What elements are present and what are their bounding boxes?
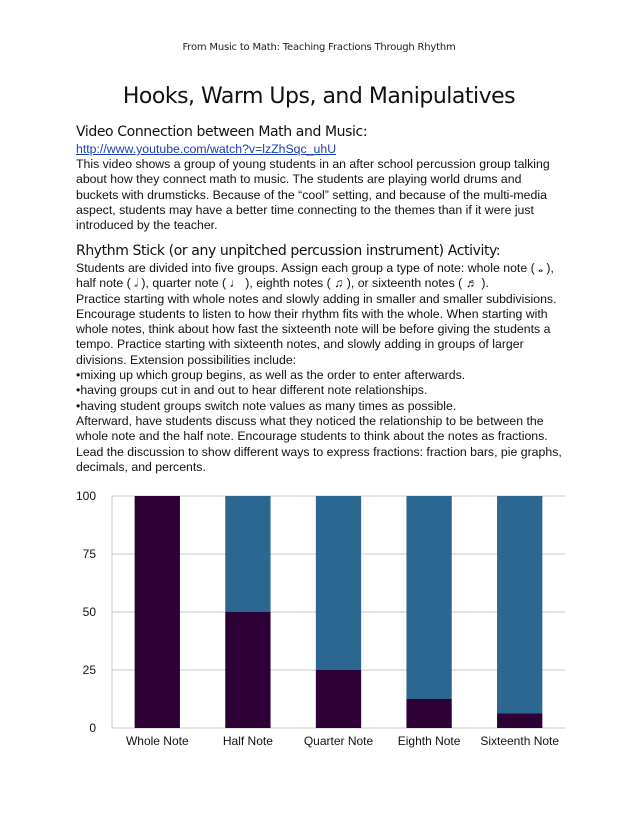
bar-segment — [497, 496, 542, 714]
x-tick-label: Whole Note — [125, 734, 189, 748]
video-link[interactable]: http://www.youtube.com/watch?v=lzZhSqc_uhU — [76, 142, 337, 156]
y-tick-label: 75 — [82, 547, 96, 561]
y-tick-label: 50 — [82, 605, 96, 619]
rhythm-section-heading: Rhythm Stick (or any unpitched percussion instrument) Activity: — [76, 243, 501, 259]
extension-list — [76, 368, 566, 414]
list-item: • having groups cut in and out to hear different note relationships. — [76, 383, 566, 398]
rhythm-practice: Practice starting with whole notes and slowly adding in smaller and smaller subdivisions. Encourage students to listen to how their rhythm fits with the whole. When starting with whole notes, think about how fast the sixteenth note will be before giving the students a tempo. Practice starting with sixteenth notes, and slowly adding in groups of larger divisions. Extension possibilities include: — [76, 291, 557, 367]
bar-segment — [406, 496, 451, 699]
bar-segment — [225, 496, 270, 612]
bar-segment — [497, 714, 542, 729]
bar-segment — [316, 670, 361, 728]
y-tick-label: 25 — [82, 663, 96, 677]
bar-segment — [316, 496, 361, 670]
page-title: Hooks, Warm Ups, and Manipulatives — [122, 84, 516, 109]
rhythm-intro: Students are divided into five groups. Assign each group a type of note: whole note ( 𝅝 ), half note ( 𝅗𝅥 ), quarter note ( ♩ ), eighth notes ( ♫ ), or sixteenth notes ( ♬ ). — [76, 261, 554, 291]
list-item: • mixing up which group begins, as well as the order to enter afterwards. — [76, 368, 566, 383]
running-header: From Music to Math: Teaching Fractions Through Rhythm — [182, 42, 456, 53]
y-tick-label: 0 — [89, 721, 96, 735]
x-tick-label: Sixteenth Note — [480, 734, 560, 748]
x-tick-label: Quarter Note — [303, 734, 374, 748]
rhythm-closing: Afterward, have students discuss what they noticed the relationship to be between the whole note and the half note. Encourage students to think about the notes as fractions. Lead the discussion to show different ways to express fractions: fraction bars, pie graphs, decimals, and percents. — [76, 413, 562, 474]
video-section-heading: Video Connection between Math and Music: — [76, 124, 368, 140]
y-tick-label: 100 — [75, 489, 96, 503]
bar-segment — [135, 496, 180, 728]
bar-segment — [225, 612, 270, 728]
x-tick-label: Half Note — [222, 734, 273, 748]
video-description: This video shows a group of young students in an after school percussion group talking about how they connect math to music. The students are playing world drums and buckets with drumsticks. Because of the “cool” setting, and because of the multi-media aspect, students may have a better time connecting to the themes than if it were just introduced by the teacher. — [76, 157, 550, 233]
rhythm-section — [76, 243, 566, 475]
note-fraction-chart — [60, 484, 570, 754]
list-item: • having student groups switch note values as many times as possible. — [76, 399, 566, 414]
bar-segment — [406, 699, 451, 728]
video-section — [76, 124, 566, 233]
x-tick-label: Eighth Note — [397, 734, 461, 748]
